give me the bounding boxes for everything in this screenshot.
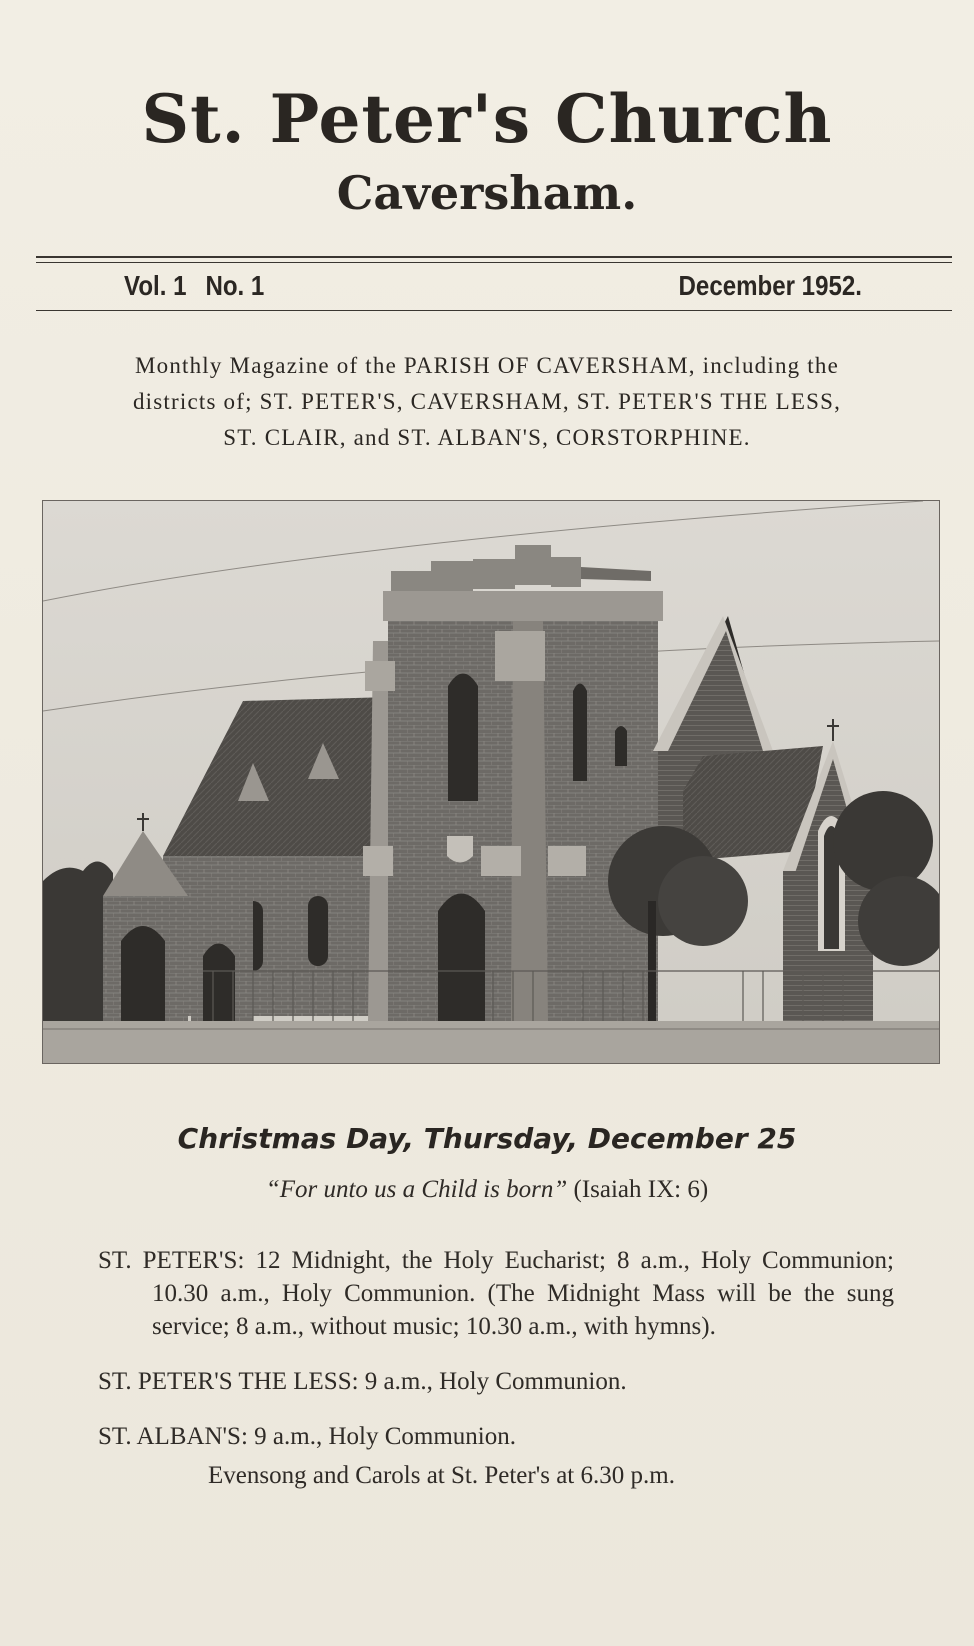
christmas-quote: [0, 1176, 974, 1204]
service-entry-st-peters-the-less: ST. PETER'S THE LESS: 9 a.m., Holy Communion.: [98, 1368, 627, 1395]
top-double-rule: [36, 256, 952, 263]
church-illustration: [43, 501, 939, 1063]
church-photo: [42, 500, 940, 1064]
masthead-title: St. Peter's Church: [141, 80, 833, 158]
service-entry-st-peters: ST. PETER'S: 12 Midnight, the Holy Eucharist; 8 a.m., Holy Communion; 10.30 a.m., Holy Communion. (The Midnight Mass will be the sung service; 8 a.m., without music; 10.30 a.m., with hymns).: [98, 1247, 894, 1340]
service-list: [98, 1244, 894, 1514]
issue-number: No. 1: [205, 270, 265, 301]
description-line: ST. CLAIR, and ST. ALBAN'S, CORSTORPHINE.: [223, 425, 751, 450]
quote-reference: (Isaiah IX: 6): [573, 1176, 709, 1203]
description-line: Monthly Magazine of the PARISH OF CAVERSHAM, including the: [134, 353, 840, 378]
service-entry-st-albans: ST. ALBAN'S: 9 a.m., Holy Communion.: [98, 1423, 516, 1450]
issue-date: December 1952.: [678, 270, 862, 301]
issue-line: [124, 266, 862, 306]
issue-volume: Vol. 1: [124, 270, 187, 301]
christmas-heading: Christmas Day, Thursday, December 25: [177, 1122, 797, 1155]
magazine-description: [80, 348, 894, 456]
description-line: districts of; ST. PETER'S, CAVERSHAM, ST. PETER'S THE LESS,: [132, 389, 842, 414]
masthead-subtitle: Caversham.: [336, 166, 638, 220]
issue-volume-number: [124, 270, 283, 302]
quote-text: “For unto us a Child is born”: [265, 1176, 568, 1203]
bottom-rule: [36, 310, 952, 311]
evensong-note: Evensong and Carols at St. Peter's at 6.30 p.m.: [208, 1462, 675, 1489]
